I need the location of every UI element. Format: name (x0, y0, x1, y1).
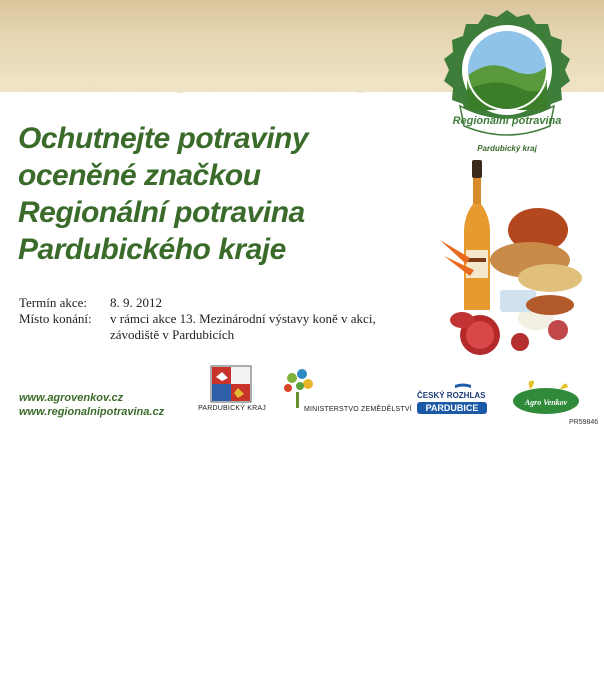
event-details (19, 295, 430, 343)
headline (18, 120, 308, 268)
radio-top-text: ČESKÝ ROZHLAS (417, 391, 486, 400)
link-regionalnipotravina[interactable]: www.regionalnipotravina.cz (19, 406, 165, 418)
place-label: Místo konání: (19, 311, 92, 326)
badge-subtitle: Pardubický kraj (477, 144, 537, 153)
website-links (19, 391, 164, 419)
term-value: 8. 9. 2012 (110, 295, 162, 310)
logo-agro-venkov (512, 377, 580, 415)
logo-cesky-rozhlas (415, 382, 489, 414)
ministry-logo-text: MINISTERSTVO ZEMĚDĚLSTVÍ (304, 406, 412, 413)
headline-line-3: Regionální potravina (18, 196, 305, 229)
logo-ministerstvo (278, 366, 412, 414)
logo-pardubicky-kraj (192, 364, 272, 414)
term-label: Termín akce: (19, 295, 88, 310)
tree-icon (278, 366, 318, 410)
radio-bottom-text: PARDUBICE (425, 403, 479, 413)
ad-code: PR59846 (569, 419, 599, 426)
headline-line-1: Ochutnejte potraviny (18, 122, 309, 155)
regional-food-badge (440, 10, 574, 170)
headline-line-2: oceněné značkou (18, 159, 261, 192)
link-agrovenkov[interactable]: www.agrovenkov.cz (19, 392, 124, 404)
badge-title: Regionální potravina (452, 115, 562, 127)
food-products-image (440, 160, 584, 368)
agro-logo-text: Agro Venkov (524, 398, 568, 407)
kraj-logo-text: PARDUBICKÝ KRAJ (198, 405, 266, 412)
place-value-line-2: závodiště v Pardubicích (110, 327, 235, 342)
place-value-line-1: v rámci akce 13. Mezinárodní výstavy koně v akci, (110, 311, 376, 326)
agro-venkov-emblem-icon (512, 377, 580, 415)
headline-line-4: Pardubického kraje (18, 233, 286, 266)
